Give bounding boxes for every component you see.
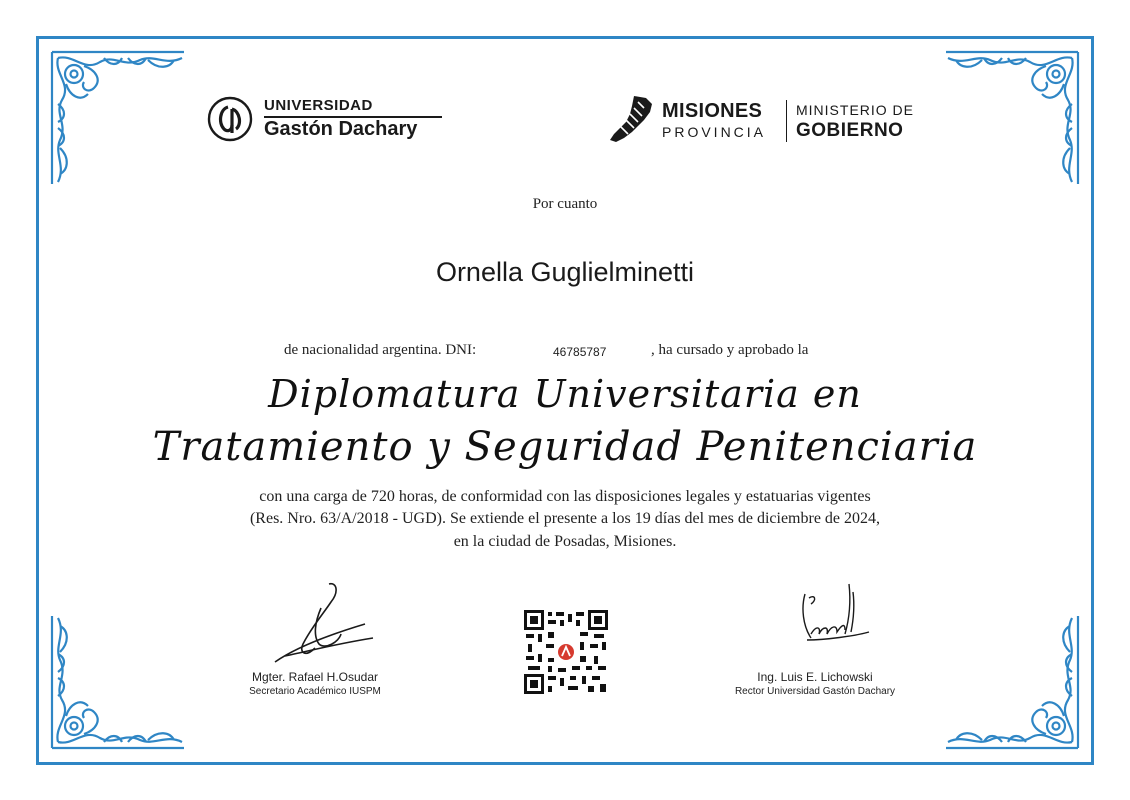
signature-left-name: Mgter. Rafael H.Osudar bbox=[251, 670, 379, 684]
recipient-name: Ornella Guglielminetti bbox=[435, 257, 695, 287]
university-logo bbox=[206, 93, 446, 149]
corner-ornament-top-right bbox=[936, 44, 1086, 194]
signature-right-icon bbox=[745, 578, 885, 670]
nationality-suffix: , ha cursado y aprobado la bbox=[651, 342, 809, 358]
ministry-line1: MINISTERIO DE bbox=[796, 102, 915, 118]
ugd-logo-icon bbox=[206, 95, 254, 143]
signature-left-icon bbox=[245, 578, 385, 670]
qr-code-graphic bbox=[524, 610, 608, 694]
province-label: PROVINCIA bbox=[662, 124, 767, 140]
signature-block-right bbox=[700, 578, 930, 697]
body-text-line2: (Res. Nro. 63/A/2018 - UGD). Se extiende el presente a los 19 días del mes de diciembre de 2024, bbox=[249, 510, 881, 527]
body-text-line1: con una carga de 720 horas, de conformidad con las disposiciones legales y estatuarias vigentes bbox=[259, 488, 871, 505]
corner-ornament-bottom-right bbox=[936, 606, 1086, 756]
intro-text: Por cuanto bbox=[532, 196, 598, 212]
signature-right-title: Rector Universidad Gastón Dachary bbox=[734, 686, 896, 697]
nationality-prefix: de nacionalidad argentina. DNI: bbox=[284, 342, 477, 358]
signature-block-left bbox=[200, 578, 430, 697]
misiones-logo-icon bbox=[604, 94, 658, 146]
province-name: MISIONES bbox=[662, 100, 763, 122]
signature-right-name: Ing. Luis E. Lichowski bbox=[757, 670, 873, 684]
logo-separator bbox=[786, 100, 787, 142]
dni-value: 46785787 bbox=[553, 345, 607, 359]
program-title-line1: Diplomatura Universitaria en bbox=[268, 372, 862, 416]
university-name-line2: Gastón Dachary bbox=[264, 118, 418, 140]
ministry-line2: GOBIERNO bbox=[796, 120, 904, 141]
body-text-line3: en la ciudad de Posadas, Misiones. bbox=[453, 533, 677, 550]
qr-code-icon bbox=[524, 610, 608, 694]
signature-left-title: Secretario Académico IUSPM bbox=[249, 686, 381, 697]
university-name-line1: UNIVERSIDAD bbox=[264, 97, 373, 114]
corner-ornament-top-left bbox=[44, 44, 194, 194]
corner-ornament-bottom-left bbox=[44, 606, 194, 756]
program-title-line2: Tratamiento y Seguridad Penitenciaria bbox=[152, 424, 978, 470]
province-logo bbox=[604, 94, 934, 150]
